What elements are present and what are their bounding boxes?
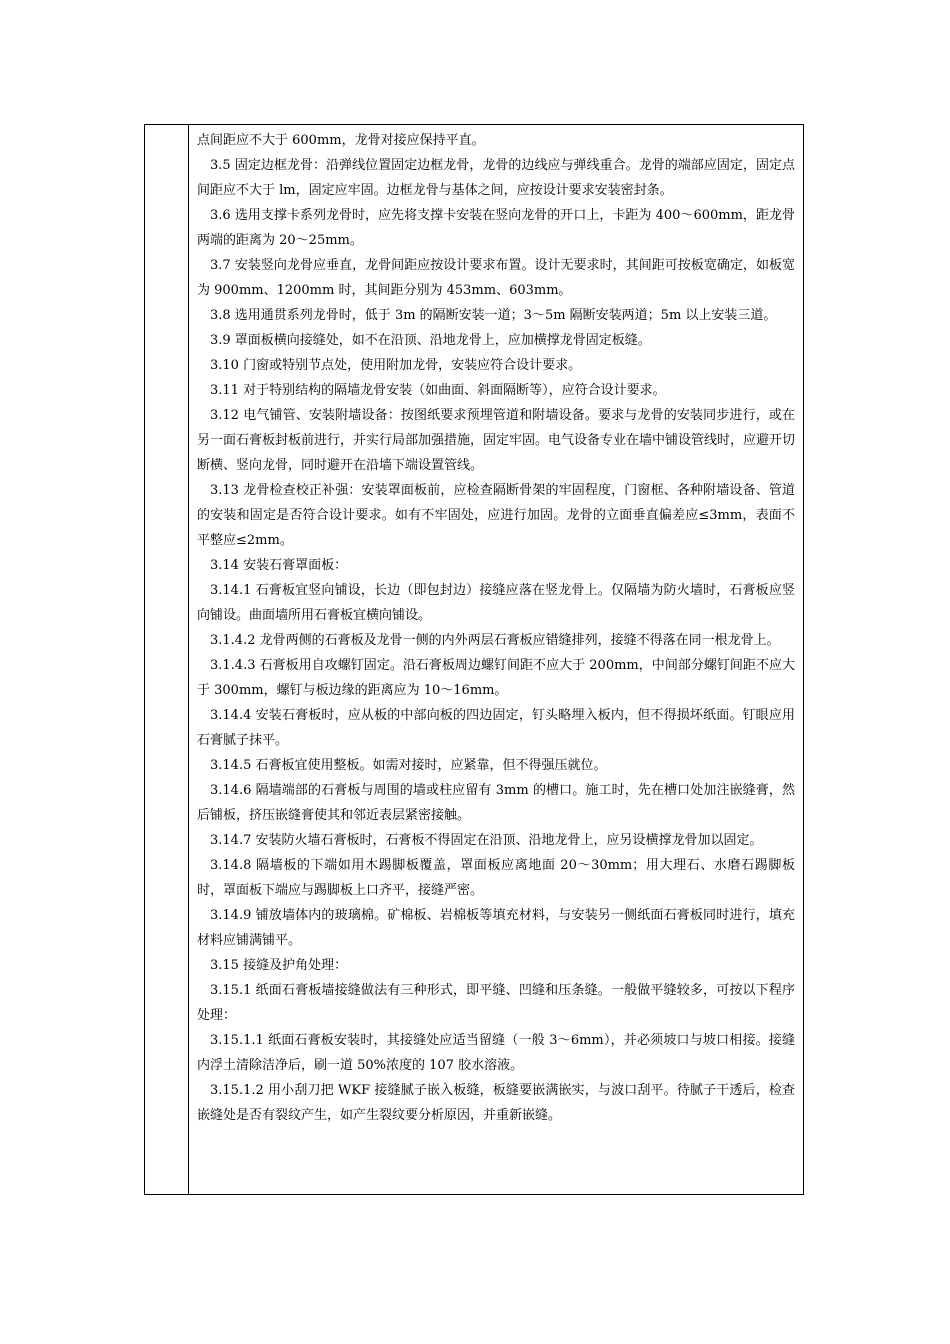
- paragraph: 3.12 电气铺管、安装附墙设备：按图纸要求预埋管道和附墙设备。要求与龙骨的安装同步进行，或在另一面石膏板封板前进行，并实行局部加强措施，固定牢固。电气设备专业在墙中铺设管线时，应避开切断横、竖向龙骨，同时避开在沿墙下端设置管线。: [197, 408, 796, 473]
- paragraph: 3.1.4.3 石膏板用自攻螺钉固定。沿石膏板周边螺钉间距不应大于 200mm，中间部分螺钉间距不应大于 300mm，螺钉与板边缘的距离应为 10～16mm。: [197, 658, 795, 698]
- paragraph: 3.15.1 纸面石膏板墙接缝做法有三种形式，即平缝、凹缝和压条缝。一般做平缝较多，可按以下程序处理：: [197, 983, 795, 1023]
- paragraph: 3.15 接缝及护角处理：: [210, 958, 348, 973]
- paragraph: 3.11 对于特别结构的隔墙龙骨安装（如曲面、斜面隔断等），应符合设计要求。: [210, 383, 666, 398]
- label-column: [145, 125, 189, 1194]
- body-text: [197, 128, 795, 1128]
- paragraph: 3.6 选用支撑卡系列龙骨时，应先将支撑卡安装在竖向龙骨的开口上，卡距为 400～600mm，距龙骨两端的距离为 20～25mm。: [197, 208, 795, 248]
- paragraph: 3.9 罩面板横向接缝处，如不在沿顶、沿地龙骨上，应加横撑龙骨固定板缝。: [210, 333, 651, 348]
- paragraph: 3.15.1.2 用小刮刀把 WKF 接缝腻子嵌入板缝，板缝要嵌满嵌实，与波口刮平。待腻子干透后，检查嵌缝处是否有裂纹产生，如产生裂纹要分析原因，并重新嵌缝。: [197, 1083, 795, 1123]
- paragraph: 3.14.1 石膏板宜竖向铺设，长边（即包封边）接缝应落在竖龙骨上。仅隔墙为防火墙时，石膏板应竖向铺设。曲面墙所用石膏板宜横向铺设。: [197, 583, 795, 623]
- paragraph: 3.14.9 铺放墙体内的玻璃棉。矿棉板、岩棉板等填充材料，与安装另一侧纸面石膏板同时进行，填充材料应铺满铺平。: [197, 908, 795, 948]
- paragraph: 3.14.4 安装石膏板时，应从板的中部向板的四边固定，钉头略埋入板内，但不得损坏纸面。钉眼应用石膏腻子抹平。: [197, 708, 795, 748]
- paragraph: 点间距应不大于 600mm，龙骨对接应保持平直。: [197, 133, 485, 148]
- paragraph: 3.14.5 石膏板宜使用整板。如需对接时，应紧靠，但不得强压就位。: [210, 758, 607, 773]
- table-frame: [144, 124, 804, 1195]
- paragraph: 3.13 龙骨检查校正补强：安装罩面板前，应检查隔断骨架的牢固程度，门窗框、各种附墙设备、管道的安装和固定是否符合设计要求。如有不牢固处，应进行加固。龙骨的立面垂直偏差应≤3mm，表面不平整应≤2mm。: [197, 483, 795, 548]
- paragraph: 3.8 选用通贯系列龙骨时，低于 3m 的隔断安装一道；3～5m 隔断安装两道；5m 以上安装三道。: [210, 308, 777, 323]
- paragraph: 3.14.7 安装防火墙石膏板时，石膏板不得固定在沿顶、沿地龙骨上，应另设横撑龙骨加以固定。: [210, 833, 763, 848]
- paragraph: 3.5 固定边框龙骨：沿弹线位置固定边框龙骨，龙骨的边线应与弹线重合。龙骨的端部应固定，固定点间距应不大于 lm，固定应牢固。边框龙骨与基体之间，应按设计要求安装密封条。: [197, 158, 795, 198]
- paragraph: 3.10 门窗或特别节点处，使用附加龙骨，安装应符合设计要求。: [210, 358, 582, 373]
- paragraph: 3.1.4.2 龙骨两侧的石膏板及龙骨一侧的内外两层石膏板应错缝排列，接缝不得落在同一根龙骨上。: [210, 633, 780, 648]
- paragraph: 3.14.6 隔墙端部的石膏板与周围的墙或柱应留有 3mm 的槽口。施工时，先在槽口处加注嵌缝膏，然后铺板，挤压嵌缝膏使其和邻近表层紧密接触。: [197, 783, 795, 823]
- paragraph: 3.15.1.1 纸面石膏板安装时，其接缝处应适当留缝（一般 3～6mm），并必须坡口与坡口相接。接缝内浮土清除洁净后，刷一道 50%浓度的 107 胶水溶液。: [197, 1033, 795, 1073]
- paragraph: 3.7 安装竖向龙骨应垂直，龙骨间距应按设计要求布置。设计无要求时，其间距可按板宽确定，如板宽为 900mm、1200mm 时，其间距分别为 453mm、603mm。: [197, 258, 795, 298]
- paragraph: 3.14 安装石膏罩面板：: [210, 558, 348, 573]
- paragraph: 3.14.8 隔墙板的下端如用木踢脚板覆盖，罩面板应离地面 20～30mm；用大理石、水磨石踢脚板时，罩面板下端应与踢脚板上口齐平，接缝严密。: [197, 858, 795, 898]
